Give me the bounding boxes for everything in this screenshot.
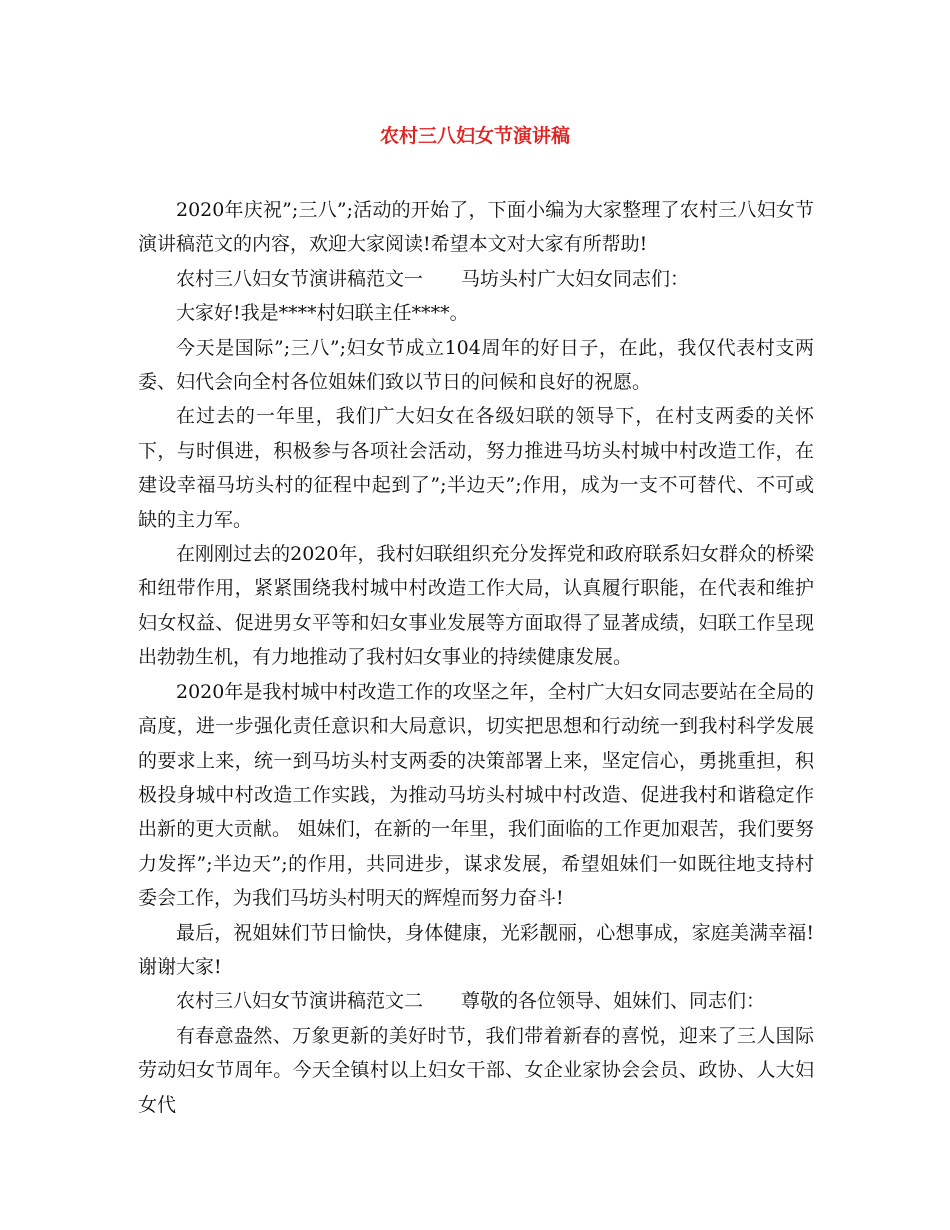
- paragraph-greeting: 大家好!我是****村妇联主任****。: [176, 302, 469, 325]
- paragraph-closing-wishes: 最后，祝姐妹们节日愉快，身体健康，光彩靓丽，心想事成，家庭美满幸福!谢谢大家!: [138, 921, 814, 978]
- paragraph-crucial-year: 2020年是我村城中村改造工作的攻坚之年，全村广大妇女同志要站在全局的高度，进一步强化责任意识和大局意识，切实把思想和行动统一到我村科学发展的要求上来，统一到马坊头村支两委的决策部署上来，坚定信心，勇挑重担，积极投身城中村改造工作实践，为推动马坊头村城中村改造、促进我村和谐稳定作出新的更大贡献。 姐妹们，在新的一年里，我们面临的工作更加艰苦，我们要努力发挥”;半边天”;的作用，共同进步，谋求发展，希望姐妹们一如既往地支持村委会工作，为我们马坊头村明天的辉煌而努力奋斗!: [138, 680, 814, 910]
- document-title: 农村三八妇女节演讲稿: [379, 125, 570, 147]
- sample-one-title: 农村三八妇女节演讲稿范文一: [176, 267, 424, 290]
- paragraph-spring-opening: 有春意盎然、万象更新的美好时节，我们带着新春的喜悦，迎来了三人国际劳动妇女节周年。今天全镇村以上妇女干部、女企业家协会会员、政协、人大妇女代: [138, 1024, 814, 1116]
- sample-two-title: 农村三八妇女节演讲稿范文二: [176, 990, 424, 1013]
- document-body: [138, 193, 814, 1122]
- paragraph-festival: 今天是国际”;三八”;妇女节成立104周年的好日子，在此，我仅代表村支两委、妇代会向全村各位姐妹们致以节日的问候和良好的祝愿。: [138, 336, 814, 394]
- paragraph-achievements: 在刚刚过去的2020年，我村妇联组织充分发挥党和政府联系妇女群众的桥梁和纽带作用，紧紧围绕我村城中村改造工作大局，认真履行职能，在代表和维护妇女权益、促进男女平等和妇女事业发展等方面取得了显著成绩，妇联工作呈现出勃勃生机，有力地推动了我村妇女事业的持续健康发展。: [138, 543, 814, 669]
- paragraph-sample-one-heading: [138, 262, 814, 296]
- paragraph-intro: 2020年庆祝”;三八”;活动的开始了，下面小编为大家整理了农村三八妇女节演讲稿范文的内容，欢迎大家阅读!希望本文对大家有所帮助!: [138, 199, 814, 256]
- sample-two-salutation: 尊敬的各位领导、姐妹们、同志们：: [461, 990, 766, 1013]
- paragraph-sample-two-heading: [138, 984, 814, 1018]
- paragraph-past-year: 在过去的一年里，我们广大妇女在各级妇联的领导下，在村支两委的关怀下，与时俱进，积极参与各项社会活动，努力推进马坊头村城中村改造工作，在建设幸福马坊头村的征程中起到了”;半边天”;作用，成为一支不可替代、不可或缺的主力军。: [138, 405, 814, 531]
- sample-one-salutation: 马坊头村广大妇女同志们：: [461, 267, 690, 290]
